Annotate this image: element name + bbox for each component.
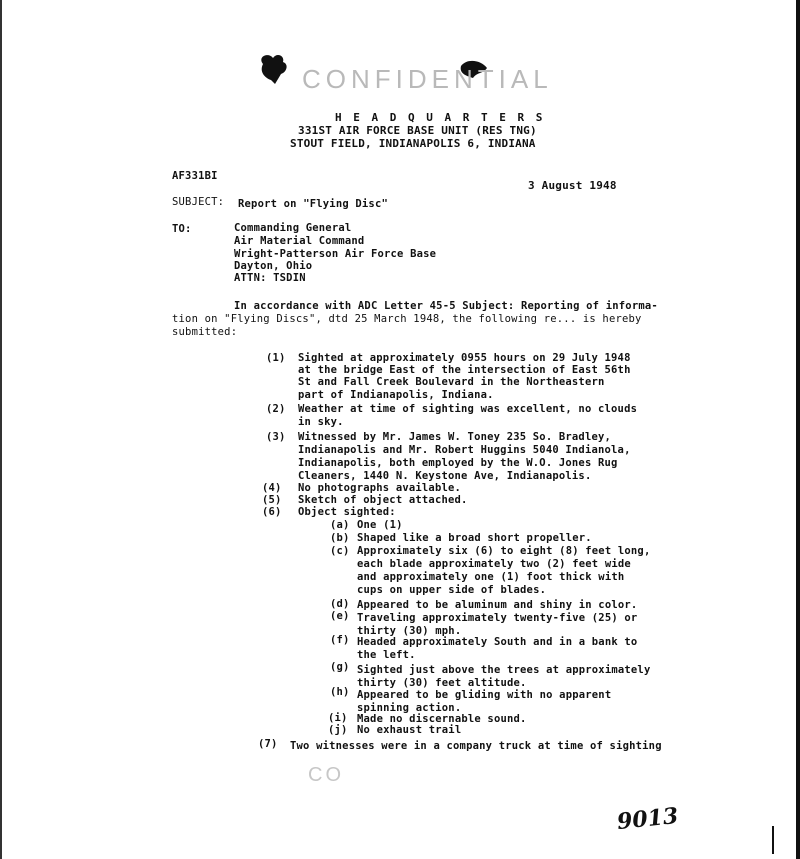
item-line: at the bridge East of the intersection of East 56th — [298, 364, 631, 376]
item-line: Object sighted: — [298, 506, 396, 518]
item-line: Two witnesses were in a company truck at time of sighting — [290, 740, 662, 752]
item-number: (4) — [262, 482, 282, 494]
subitem-line: Shaped like a broad short propeller. — [357, 532, 592, 544]
header-line-3: STOUT FIELD, INDIANAPOLIS 6, INDIANA — [290, 137, 536, 150]
item-line: Weather at time of sighting was excellent, no clouds — [298, 403, 638, 415]
item-line: Indianapolis and Mr. Robert Huggins 5040 Indianola, — [298, 444, 631, 456]
to-line: Wright-Patterson Air Force Base — [234, 248, 437, 260]
header-line-2: 331ST AIR FORCE BASE UNIT (RES TNG) — [298, 124, 537, 137]
subitem-letter: (d) — [330, 598, 350, 610]
subitem-line: Made no discernable sound. — [357, 713, 527, 725]
to-line: ATTN: TSDIN — [234, 272, 306, 284]
intro-line: In accordance with ADC Letter 45-5 Subject: Reporting of informa- — [234, 300, 658, 312]
item-number: (5) — [262, 494, 282, 506]
margin-mark — [772, 826, 774, 854]
to-label: TO: — [172, 223, 192, 235]
item-line: part of Indianapolis, Indiana. — [298, 389, 494, 401]
subitem-line: No exhaust trail — [357, 724, 462, 736]
subitem-letter: (f) — [330, 634, 350, 646]
ink-blot — [255, 50, 305, 90]
subitem-letter: (h) — [330, 686, 350, 698]
intro-line: tion on "Flying Discs", dtd 25 March 1948, the following re... is hereby — [172, 313, 642, 325]
letter-date: 3 August 1948 — [528, 179, 617, 192]
subitem-line: Approximately six (6) to eight (8) feet long, — [357, 545, 651, 557]
to-line: Air Material Command — [234, 235, 365, 247]
confidential-stamp: CONFIDENTIAL — [302, 64, 553, 94]
item-line: Sighted at approximately 0955 hours on 29 July 1948 — [298, 352, 631, 364]
to-line: Dayton, Ohio — [234, 260, 313, 272]
item-line: Cleaners, 1440 N. Keystone Ave, Indianapolis. — [298, 470, 592, 482]
subitem-line: Appeared to be aluminum and shiny in color. — [357, 599, 638, 611]
subitem-letter: (c) — [330, 545, 350, 557]
item-number: (3) — [266, 431, 286, 443]
subitem-line: Appeared to be gliding with no apparent — [357, 689, 612, 701]
item-line: Indianapolis, both employed by the W.O. Jones Rug — [298, 457, 618, 469]
reference-code: AF331BI — [172, 170, 218, 182]
subitem-line: thirty (30) feet altitude. — [357, 677, 527, 689]
item-line: Sketch of object attached. — [298, 494, 468, 506]
item-number: (7) — [258, 738, 278, 750]
subitem-line: One (1) — [357, 519, 403, 531]
item-line: in sky. — [298, 416, 344, 428]
subitem-letter: (e) — [330, 610, 350, 622]
to-line: Commanding General — [234, 222, 352, 234]
item-line: No photographs available. — [298, 482, 462, 494]
subitem-letter: (j) — [328, 724, 348, 736]
subitem-line: the left. — [357, 649, 416, 661]
header-line-1: H E A D Q U A R T E R S — [335, 111, 545, 124]
subitem-line: and approximately one (1) foot thick with — [357, 571, 625, 583]
subitem-letter: (i) — [328, 712, 348, 724]
subitem-letter: (a) — [330, 519, 350, 531]
scan-edge-right — [796, 0, 800, 859]
item-number: (6) — [262, 506, 282, 518]
subject-label: SUBJECT: — [172, 196, 225, 208]
item-line: Witnessed by Mr. James W. Toney 235 So. Bradley, — [298, 431, 612, 443]
item-line: St and Fall Creek Boulevard in the Northeastern — [298, 376, 605, 388]
subitem-line: cups on upper side of blades. — [357, 584, 547, 596]
item-number: (2) — [266, 403, 286, 415]
subitem-line: Sighted just above the trees at approximately — [357, 664, 651, 676]
scan-edge-left — [0, 0, 2, 859]
subject-text: Report on "Flying Disc" — [238, 198, 388, 210]
item-number: (1) — [266, 352, 286, 364]
subitem-line: each blade approximately two (2) feet wide — [357, 558, 631, 570]
subitem-line: thirty (30) mph. — [357, 625, 462, 637]
subitem-letter: (g) — [330, 661, 350, 673]
handwritten-number: 9013 — [615, 802, 680, 836]
subitem-letter: (b) — [330, 532, 350, 544]
intro-line: submitted: — [172, 326, 238, 338]
subitem-line: Traveling approximately twenty-five (25) or — [357, 612, 638, 624]
subitem-line: spinning action. — [357, 702, 462, 714]
subitem-line: Headed approximately South and in a bank to — [357, 636, 638, 648]
confidential-stamp-bottom: CO — [308, 764, 344, 786]
